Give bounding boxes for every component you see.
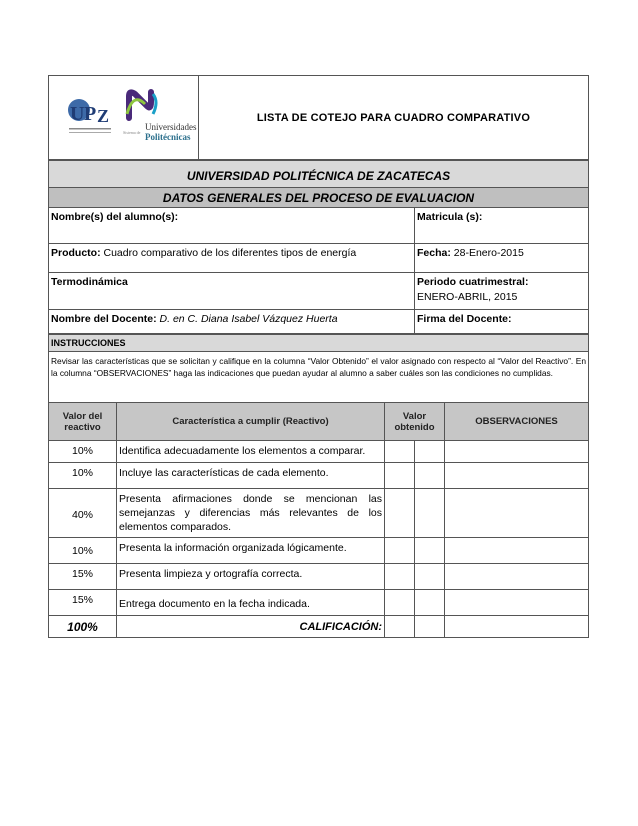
date-label: Fecha: — [417, 247, 451, 259]
product-value: Cuadro comparativo de los diferentes tipos de energía — [103, 247, 357, 259]
row-percent: 10% — [49, 463, 117, 489]
obtained-cell-a[interactable] — [385, 590, 415, 616]
obtained-cell-b[interactable] — [415, 463, 445, 489]
svg-text:U: U — [70, 103, 85, 125]
total-label: CALIFICACIÓN: — [117, 616, 385, 638]
observations-cell[interactable] — [445, 489, 589, 538]
product-label: Producto: — [51, 247, 101, 259]
general-data-table — [48, 160, 589, 334]
row-criterion: Entrega documento en la fecha indicada. — [117, 590, 385, 616]
matricula-label: Matricula (s): — [415, 208, 589, 244]
instructions-title: INSTRUCCIONES — [49, 335, 589, 352]
subject-name: Termodinámica — [49, 273, 415, 310]
table-row — [49, 441, 589, 463]
row-percent: 10% — [49, 538, 117, 564]
obtained-cell-a[interactable] — [385, 489, 415, 538]
general-data-title: DATOS GENERALES DEL PROCESO DE EVALUACION — [49, 188, 589, 208]
up-swoosh-logo-icon — [123, 88, 163, 122]
teacher-signature-label: Firma del Docente: — [415, 310, 589, 334]
total-obtained-cell-b[interactable] — [415, 616, 445, 638]
period-field — [415, 273, 589, 310]
date-value: 28-Enero-2015 — [453, 247, 524, 259]
logos-cell — [49, 76, 199, 160]
row-criterion: Identifica adecuadamente los elementos a comparar. — [117, 441, 385, 463]
up-logo-tiny: Sistema de — [123, 130, 141, 135]
row-criterion: Presenta la información organizada lógicamente. — [117, 538, 385, 564]
observations-cell[interactable] — [445, 463, 589, 489]
up-logo-line2: Politécnicas — [145, 132, 191, 142]
obtained-cell-a[interactable] — [385, 564, 415, 590]
total-row — [49, 616, 589, 638]
teacher-value: D. en C. Diana Isabel Vázquez Huerta — [159, 313, 338, 325]
up-logo-line1: Universidades — [145, 122, 197, 132]
total-observations-cell[interactable] — [445, 616, 589, 638]
row-criterion: Presenta afirmaciones donde se mencionan las semejanzas y diferencias más relevantes de los elementos comparados. — [117, 489, 385, 538]
table-row — [49, 463, 589, 489]
row-criterion: Incluye las características de cada elemento. — [117, 463, 385, 489]
student-name-label: Nombre(s) del alumno(s): — [49, 208, 415, 244]
observations-cell[interactable] — [445, 590, 589, 616]
observations-cell[interactable] — [445, 441, 589, 463]
obtained-cell-b[interactable] — [415, 538, 445, 564]
row-percent: 15% — [49, 590, 117, 616]
table-row — [49, 564, 589, 590]
row-percent: 15% — [49, 564, 117, 590]
svg-text:Z: Z — [97, 106, 110, 126]
total-percent: 100% — [49, 616, 117, 638]
obtained-cell-a[interactable] — [385, 538, 415, 564]
teacher-label: Nombre del Docente: — [51, 313, 157, 325]
svg-text:P: P — [84, 103, 97, 125]
instructions-text: Revisar las características que se solicitan y califique en la columna “Valor Obtenido” el valor asignado con respecto al “Valor del Reactivo”. En la columna “OBSERVACIONES” haga las indicaciones que puedan ayudar al alumno a saber cuáles son las condiciones no cumplidas. — [49, 352, 589, 403]
date-field — [415, 244, 589, 273]
obtained-cell-b[interactable] — [415, 489, 445, 538]
column-header-criterion: Característica a cumplir (Reactivo) — [117, 403, 385, 441]
table-row — [49, 590, 589, 616]
table-row — [49, 489, 589, 538]
row-criterion: Presenta limpieza y ortografía correcta. — [117, 564, 385, 590]
period-value: ENERO-ABRIL, 2015 — [417, 291, 518, 303]
checklist-table — [48, 334, 589, 638]
column-header-obtained: Valor obtenido — [385, 403, 445, 441]
obtained-cell-b[interactable] — [415, 441, 445, 463]
checklist-document — [48, 75, 589, 638]
teacher-field — [49, 310, 415, 334]
period-label: Periodo cuatrimestral: — [417, 276, 529, 288]
obtained-cell-b[interactable] — [415, 564, 445, 590]
up-logo-text — [123, 122, 197, 142]
obtained-cell-a[interactable] — [385, 441, 415, 463]
obtained-cell-a[interactable] — [385, 463, 415, 489]
observations-cell[interactable] — [445, 538, 589, 564]
column-header-value: Valor del reactivo — [49, 403, 117, 441]
total-obtained-cell-a[interactable] — [385, 616, 415, 638]
observations-cell[interactable] — [445, 564, 589, 590]
header-table — [48, 75, 589, 160]
university-name: UNIVERSIDAD POLITÉCNICA DE ZACATECAS — [49, 161, 589, 188]
document-title: LISTA DE COTEJO PARA CUADRO COMPARATIVO — [199, 76, 589, 160]
column-header-observations: OBSERVACIONES — [445, 403, 589, 441]
obtained-cell-b[interactable] — [415, 590, 445, 616]
product-field — [49, 244, 415, 273]
table-row — [49, 538, 589, 564]
row-percent: 40% — [49, 489, 117, 538]
row-percent: 10% — [49, 441, 117, 463]
upz-logo-icon — [67, 94, 115, 138]
